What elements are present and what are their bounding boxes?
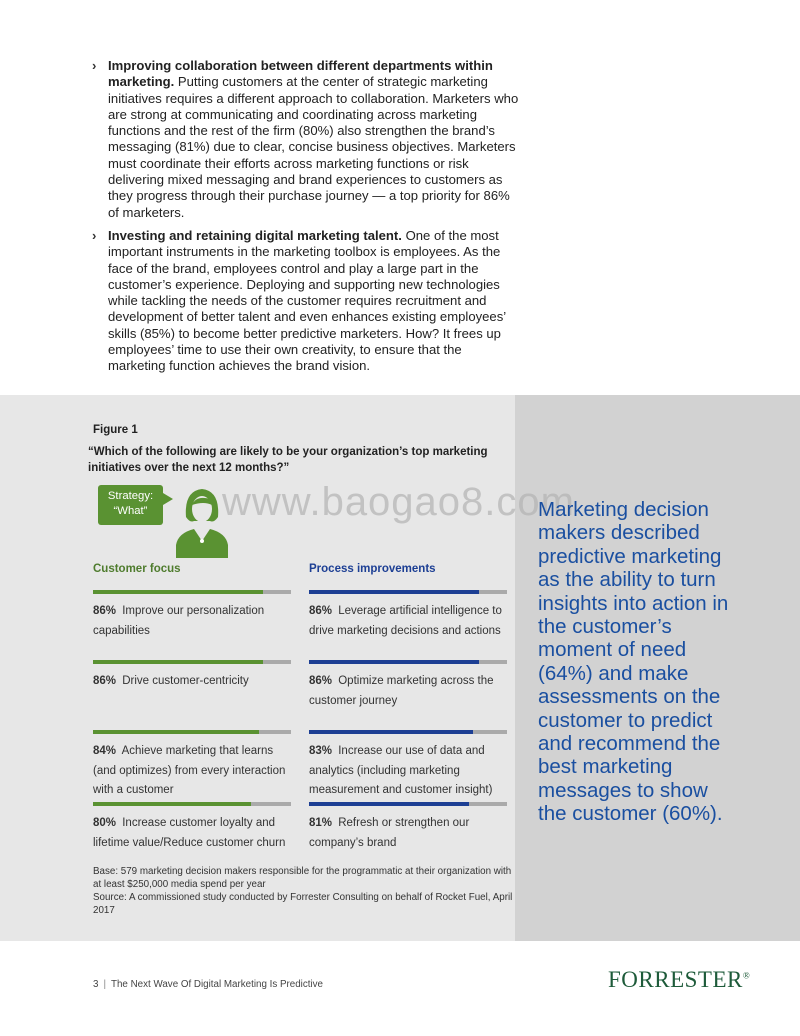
stat-item bbox=[93, 802, 291, 853]
stat-percent: 86% bbox=[93, 675, 117, 687]
pull-quote: Marketing decision makers described predictive marketing as the ability to turn insights into action in the customer’s moment of need (64%) and make assessments on the customer to predict and recommend the best marketing messages to show the customer (60%). bbox=[538, 498, 729, 826]
progress-track bbox=[309, 590, 507, 594]
stat-text bbox=[93, 742, 291, 801]
stat-item bbox=[93, 590, 291, 641]
stat-item bbox=[309, 660, 507, 711]
progress-track bbox=[93, 730, 291, 734]
progress-track bbox=[309, 802, 507, 806]
stat-item bbox=[93, 730, 291, 801]
stat-label: Increase our use of data and analytics (including marketing measurement and customer insight) bbox=[309, 745, 493, 796]
stat-label: Refresh or strengthen our company’s brand bbox=[309, 817, 470, 849]
progress-track bbox=[309, 660, 507, 664]
bullet-collaboration bbox=[92, 58, 522, 221]
progress-fill bbox=[93, 802, 251, 806]
stat-item bbox=[309, 590, 507, 641]
bullet-title: Investing and retaining digital marketing talent. bbox=[108, 227, 402, 243]
footer-separator: | bbox=[103, 979, 106, 990]
stat-percent: 80% bbox=[93, 817, 117, 829]
progress-fill bbox=[309, 730, 473, 734]
bullet-title: Improving collaboration between different departments within marketing. bbox=[108, 58, 493, 90]
stat-label: Leverage artificial intelligence to drive marketing decisions and actions bbox=[309, 605, 502, 637]
stat-item bbox=[93, 660, 291, 692]
page-number: 3 bbox=[93, 979, 99, 990]
stat-text bbox=[93, 672, 291, 692]
column-header-process-improvements: Process improvements bbox=[309, 563, 436, 575]
progress-fill bbox=[309, 660, 479, 664]
figure-question: “Which of the following are likely to be your organization’s top marketing initiatives over the next 12 months?” bbox=[88, 446, 488, 474]
figure-label: Figure 1 bbox=[93, 424, 138, 436]
forrester-logo bbox=[608, 967, 750, 993]
stat-label: Drive customer-centricity bbox=[122, 675, 249, 687]
page-footer bbox=[93, 979, 323, 990]
progress-track bbox=[93, 590, 291, 594]
progress-track bbox=[309, 730, 507, 734]
stat-label: Optimize marketing across the customer journey bbox=[309, 675, 494, 707]
strategy-bubble bbox=[98, 485, 163, 525]
stat-percent: 83% bbox=[309, 745, 333, 757]
progress-fill bbox=[309, 802, 469, 806]
figure-source: Source: A commissioned study conducted by Forrester Consulting on behalf of Rocket Fuel, April 2017 bbox=[93, 892, 513, 916]
body-bullets bbox=[92, 58, 522, 382]
chevron-right-icon: › bbox=[92, 58, 97, 73]
column-header-customer-focus: Customer focus bbox=[93, 563, 181, 575]
stat-percent: 86% bbox=[309, 605, 333, 617]
progress-fill bbox=[93, 590, 263, 594]
stat-text bbox=[309, 602, 507, 641]
progress-track bbox=[93, 660, 291, 664]
figure-base: Base: 579 marketing decision makers responsible for the programmatic at their organization with at least $250,000 media spend per year bbox=[93, 866, 512, 890]
stat-text bbox=[93, 602, 291, 641]
figure-base-note bbox=[93, 865, 513, 917]
progress-fill bbox=[93, 660, 263, 664]
bullet-body: One of the most important instruments in the marketing toolbox is employees. As the face of the brand, employees control and play a large part in the customer’s experience. Deploying and supporting new technologies while tackling the needs of the customer requires recruitment and development of better talent and even enhances existing employees’ skills (85%) to become better predictive marketers. How? It frees up employees’ time to use their own creativity, to ensure that the marketing function achieves the brand vision. bbox=[108, 227, 506, 374]
stat-text bbox=[309, 742, 507, 801]
stat-item bbox=[309, 802, 507, 853]
stat-percent: 84% bbox=[93, 745, 117, 757]
stat-label: Increase customer loyalty and lifetime value/Reduce customer churn bbox=[93, 817, 286, 849]
stat-percent: 86% bbox=[309, 675, 333, 687]
stat-label: Achieve marketing that learns (and optimizes) from every interaction with a customer bbox=[93, 745, 286, 796]
registered-mark: ® bbox=[742, 970, 751, 981]
stat-percent: 86% bbox=[93, 605, 117, 617]
stat-item bbox=[309, 730, 507, 801]
bullet-body: Putting customers at the center of strategic marketing initiatives requires a different approach to collaboration. Marketers who are strong at communicating and coordinating across marketing functions and the rest of the firm (80%) also strengthen the brand’s messaging (81%) due to clear, concise business objectives. Marketers must coordinate their efforts across marketing functions or risk delivering mixed messaging and brand experiences to customers as they progress through their purchase journey — a top priority for 86% of marketers. bbox=[108, 74, 519, 220]
chevron-right-icon: › bbox=[92, 227, 97, 243]
progress-fill bbox=[93, 730, 259, 734]
watermark: www.baogao8.com bbox=[222, 480, 575, 524]
stat-percent: 81% bbox=[309, 817, 333, 829]
stat-label: Improve our personalization capabilities bbox=[93, 605, 265, 637]
strategy-line1: Strategy: bbox=[107, 490, 154, 502]
strategy-line2: “What” bbox=[113, 505, 148, 517]
stat-text bbox=[93, 814, 291, 853]
stat-text bbox=[309, 672, 507, 711]
stat-text bbox=[309, 814, 507, 853]
progress-track bbox=[93, 802, 291, 806]
document-title: The Next Wave Of Digital Marketing Is Predictive bbox=[111, 979, 323, 990]
logo-text: FORRESTER bbox=[608, 967, 743, 992]
bullet-talent bbox=[92, 228, 522, 375]
progress-fill bbox=[309, 590, 479, 594]
